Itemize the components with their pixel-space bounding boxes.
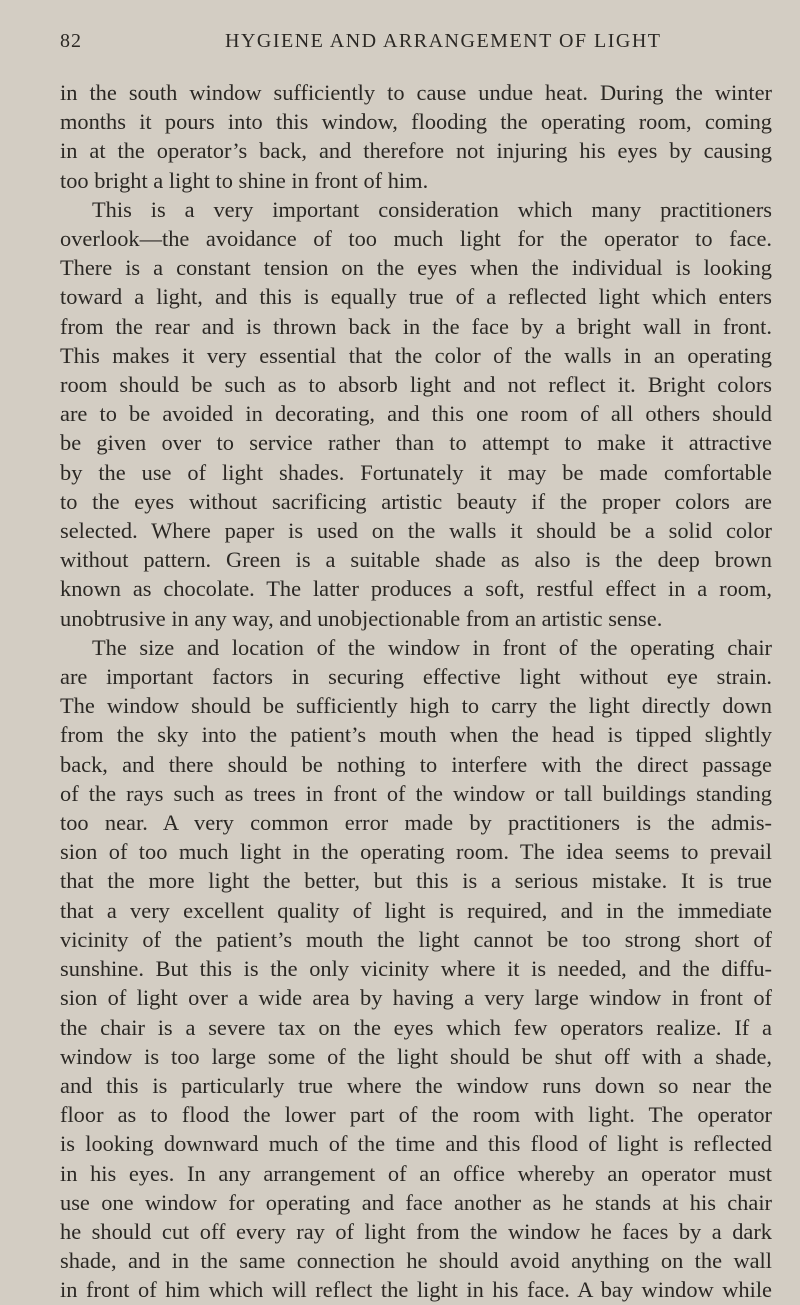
text-line: from the rear and is thrown back in the face by a bright wall in front.: [60, 313, 772, 339]
text-line: without pattern. Green is a suitable shade as also is the deep brown: [60, 547, 772, 573]
text-line: toward a light, and this is equally true of a reflected light which enters: [60, 284, 772, 310]
text-line: back, and there should be nothing to interfere with the direct passage: [60, 751, 772, 777]
text-line: This is a very important consideration which many practitioners: [92, 196, 772, 222]
text-line: of the rays such as trees in front of the window or tall buildings standing: [60, 780, 772, 806]
text-line: are to be avoided in decorating, and this one room of all others should: [60, 401, 772, 427]
text-line: The window should be sufficiently high to carry the light directly down: [60, 693, 772, 719]
text-line: known as chocolate. The latter produces a soft, restful effect in a room,: [60, 576, 772, 602]
text-line: vicinity of the patient’s mouth the light cannot be too strong short of: [60, 926, 772, 952]
text-line: and this is particularly true where the window runs down so near the: [60, 1072, 772, 1098]
running-head: HYGIENE AND ARRANGEMENT OF LIGHT: [225, 30, 662, 52]
page-number: 82: [60, 30, 82, 52]
text-line: from the sky into the patient’s mouth when the head is tipped slightly: [60, 722, 772, 748]
text-line: window is too large some of the light should be shut off with a shade,: [60, 1043, 772, 1069]
page-header: [60, 30, 740, 60]
body-text: [60, 78, 772, 1305]
text-line: room should be such as to absorb light and not reflect it. Bright colors: [60, 372, 772, 398]
text-line: are important factors in securing effective light without eye strain.: [60, 664, 772, 690]
text-line: in front of him which will reflect the light in his face. A bay window while: [60, 1277, 772, 1303]
text-line: sion of light over a wide area by having a very large window in front of: [60, 985, 772, 1011]
text-line: that the more light the better, but this is a serious mistake. It is true: [60, 868, 772, 894]
text-line: in at the operator’s back, and therefore not injuring his eyes by causing: [60, 138, 772, 164]
text-line: selected. Where paper is used on the walls it should be a solid color: [60, 518, 772, 544]
text-line: use one window for operating and face another as he stands at his chair: [60, 1189, 772, 1215]
text-line: sunshine. But this is the only vicinity where it is needed, and the diffu-: [60, 956, 772, 982]
text-line: There is a constant tension on the eyes when the individual is looking: [60, 255, 772, 281]
text-line: floor as to flood the lower part of the room with light. The operator: [60, 1102, 772, 1128]
text-line: too near. A very common error made by practitioners is the admis-: [60, 810, 772, 836]
text-line: the chair is a severe tax on the eyes which few operators realize. If a: [60, 1014, 772, 1040]
text-line: months it pours into this window, flooding the operating room, coming: [60, 109, 772, 135]
text-line: is looking downward much of the time and this flood of light is reflected: [60, 1131, 772, 1157]
text-line: This makes it very essential that the color of the walls in an operating: [60, 342, 772, 368]
text-line: be given over to service rather than to attempt to make it attractive: [60, 430, 772, 456]
text-line: in the south window sufficiently to cause undue heat. During the winter: [60, 80, 772, 105]
text-line: unobtrusive in any way, and unobjectionable from an artistic sense.: [60, 605, 663, 631]
text-line: to the eyes without sacrificing artistic beauty if the proper colors are: [60, 488, 772, 514]
text-line: The size and location of the window in front of the operating chair: [92, 634, 772, 660]
text-line: that a very excellent quality of light is required, and in the immediate: [60, 897, 772, 923]
text-line: he should cut off every ray of light from the window he faces by a dark: [60, 1218, 772, 1244]
text-line: in his eyes. In any arrangement of an office whereby an operator must: [60, 1160, 772, 1186]
text-line: shade, and in the same connection he should avoid anything on the wall: [60, 1248, 772, 1274]
text-line: overlook—the avoidance of too much light for the operator to face.: [60, 226, 772, 252]
text-line: sion of too much light in the operating room. The idea seems to prevail: [60, 839, 772, 865]
text-line: by the use of light shades. Fortunately it may be made comfortable: [60, 459, 772, 485]
text-line: too bright a light to shine in front of him.: [60, 167, 429, 193]
